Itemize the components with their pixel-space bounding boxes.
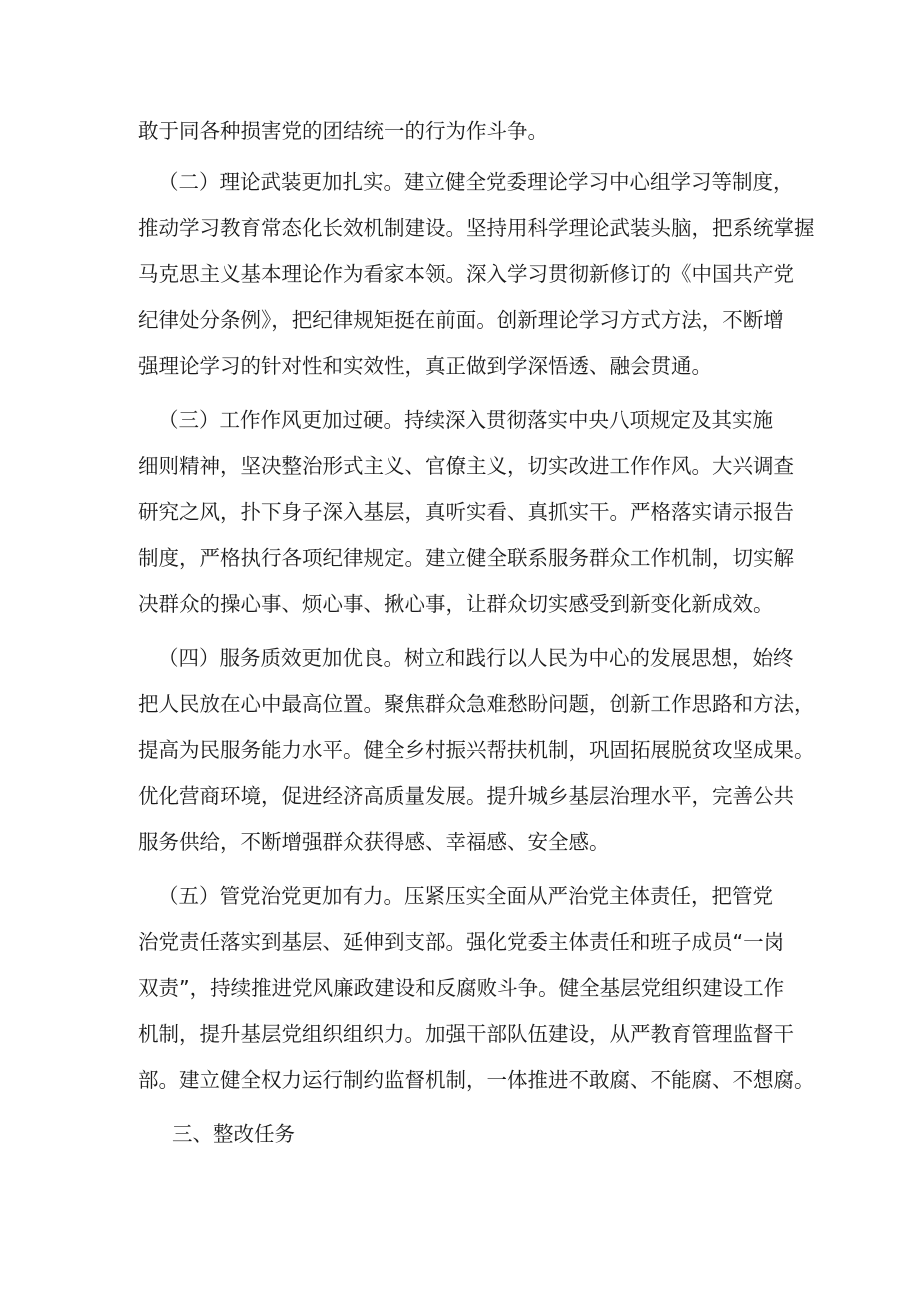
section-heading: 三、整改任务 bbox=[172, 1122, 295, 1146]
text-line: 强理论学习的针对性和实效性，真正做到学深悟透、融会贯通。 bbox=[138, 354, 712, 378]
text-line: 双责”，持续推进党风廉政建设和反腐败斗争。健全基层党组织建设工作 bbox=[138, 976, 785, 1000]
paragraph-heading-5: （五）管党治党更加有力。压紧压实全面从严治党主体责任，把管党 bbox=[158, 884, 773, 908]
text-line: 马克思主义基本理论作为看家本领。深入学习贯彻新修订的《中国共产党 bbox=[138, 262, 794, 286]
text-line: 把人民放在心中最高位置。聚焦群众急难愁盼问题，创新工作思路和方法， bbox=[138, 692, 815, 716]
paragraph-heading-2: （二）理论武装更加扎实。建立健全党委理论学习中心组学习等制度， bbox=[158, 170, 794, 194]
text-line: 敢于同各种损害党的团结统一的行为作斗争。 bbox=[138, 119, 548, 143]
text-line: 治党责任落实到基层、延伸到支部。强化党委主体责任和班子成员“一岗 bbox=[138, 930, 785, 954]
paragraph-heading-3: （三）工作作风更加过硬。持续深入贯彻落实中央八项规定及其实施 bbox=[158, 408, 773, 432]
paragraph-heading-4: （四）服务质效更加优良。树立和践行以人民为中心的发展思想，始终 bbox=[158, 646, 794, 670]
text-line: 提高为民服务能力水平。健全乡村振兴帮扶机制，巩固拓展脱贫攻坚成果。 bbox=[138, 738, 815, 762]
text-line: 决群众的操心事、烦心事、揪心事，让群众切实感受到新变化新成效。 bbox=[138, 592, 774, 616]
text-line: 机制，提升基层党组织组织力。加强干部队伍建设，从严教育管理监督干 bbox=[138, 1022, 794, 1046]
text-line: 制度，严格执行各项纪律规定。建立健全联系服务群众工作机制，切实解 bbox=[138, 546, 794, 570]
text-line: 细则精神，坚决整治形式主义、官僚主义，切实改进工作作风。大兴调查 bbox=[138, 454, 794, 478]
text-line: 研究之风，扑下身子深入基层，真听实看、真抓实干。严格落实请示报告 bbox=[138, 500, 794, 524]
text-line: 部。建立健全权力运行制约监督机制，一体推进不敢腐、不能腐、不想腐。 bbox=[138, 1068, 815, 1092]
text-line: 优化营商环境，促进经济高质量发展。提升城乡基层治理水平，完善公共 bbox=[138, 784, 794, 808]
text-line: 纪律处分条例》，把纪律规矩挺在前面。创新理论学习方式方法，不断增 bbox=[138, 308, 784, 332]
text-line: 服务供给，不断增强群众获得感、幸福感、安全感。 bbox=[138, 830, 610, 854]
text-line: 推动学习教育常态化长效机制建设。坚持用科学理论武装头脑，把系统掌握 bbox=[138, 216, 815, 240]
